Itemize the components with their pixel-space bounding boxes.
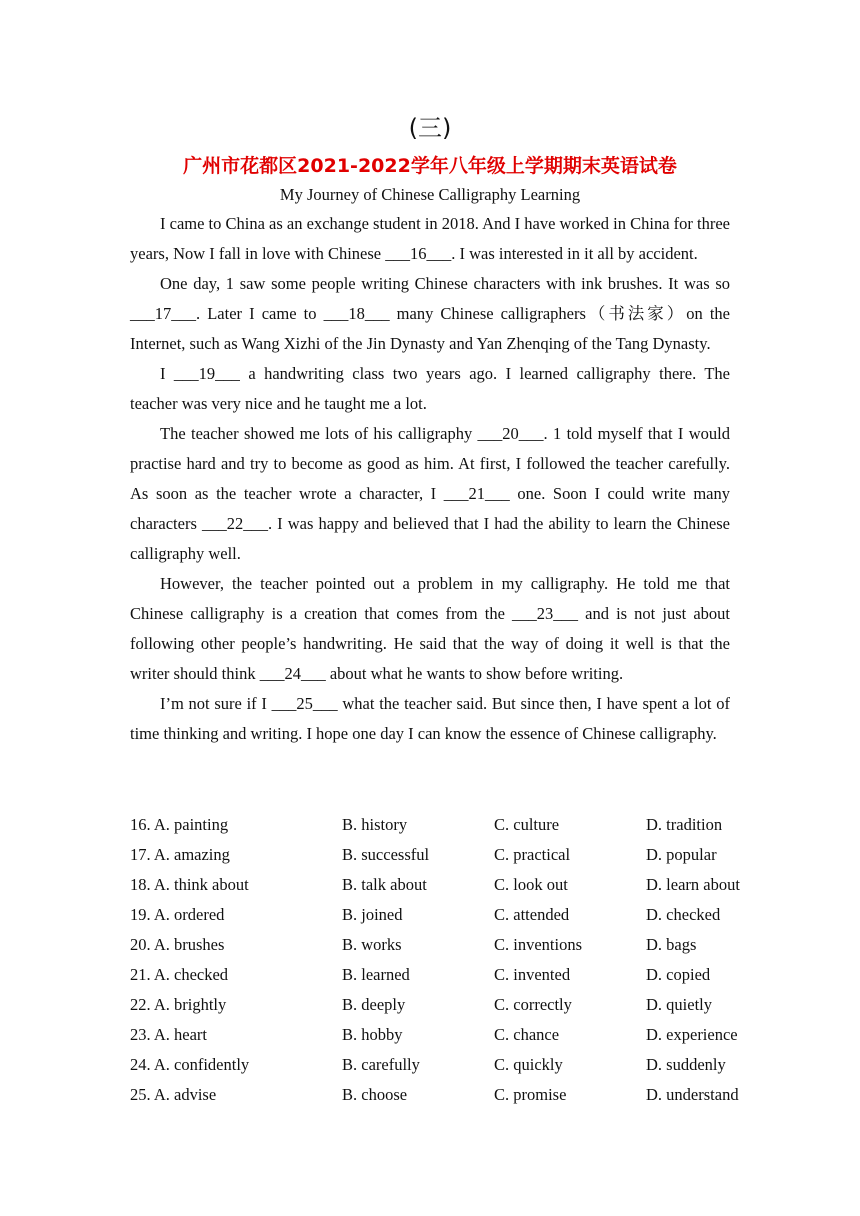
option-c: C. invented bbox=[494, 965, 571, 984]
paragraph: However, the teacher pointed out a problem in my calligraphy. He told me that Chinese calligraphy is a creation that comes from the ___23___ and is not just about following other people’s handwriting. He said that the way of doing it well is that the writer should think ___24___ about what he wants to show before writing. bbox=[130, 574, 730, 683]
option-a: 18. A. think about bbox=[130, 875, 249, 894]
option-b: B. carefully bbox=[342, 1055, 420, 1074]
question-row bbox=[130, 1050, 770, 1080]
option-c: C. practical bbox=[494, 845, 571, 864]
option-b: B. successful bbox=[342, 845, 430, 864]
option-a: 17. A. amazing bbox=[130, 845, 230, 864]
question-row bbox=[130, 900, 770, 930]
passage-title: My Journey of Chinese Calligraphy Learning bbox=[279, 185, 581, 204]
question-row bbox=[130, 1020, 770, 1050]
option-d: D. learn about bbox=[646, 875, 740, 894]
question-row bbox=[130, 930, 770, 960]
option-d: D. understand bbox=[646, 1085, 739, 1104]
option-c: C. promise bbox=[494, 1085, 567, 1104]
option-d: D. checked bbox=[646, 905, 721, 924]
paragraph: I ___19___ a handwriting class two years ago. I learned calligraphy there. The teacher was very nice and he taught me a lot. bbox=[130, 364, 730, 413]
option-b: B. hobby bbox=[342, 1025, 403, 1044]
paragraph: I’m not sure if I ___25___ what the teacher said. But since then, I have spent a lot of time thinking and writing. I hope one day I can know the essence of Chinese calligraphy. bbox=[130, 694, 730, 743]
option-b: B. deeply bbox=[342, 995, 406, 1014]
question-row bbox=[130, 870, 770, 900]
option-a: 16. A. painting bbox=[130, 815, 229, 834]
option-d: D. bags bbox=[646, 935, 697, 954]
option-c: C. quickly bbox=[494, 1055, 563, 1074]
question-row bbox=[130, 810, 770, 840]
option-d: D. copied bbox=[646, 965, 711, 984]
option-c: C. culture bbox=[494, 815, 560, 834]
option-a: 21. A. checked bbox=[130, 965, 229, 984]
question-row bbox=[130, 960, 770, 990]
question-row bbox=[130, 990, 770, 1020]
option-d: D. experience bbox=[646, 1025, 738, 1044]
option-c: C. look out bbox=[494, 875, 568, 894]
paragraph: The teacher showed me lots of his calligraphy ___20___. 1 told myself that I would practise hard and try to become as good as him. At first, I followed the teacher carefully. As soon as the teacher wrote a character, I ___21___ one. Soon I could write many characters ___22___. I was happy and believed that I had the ability to learn the Chinese calligraphy well. bbox=[130, 424, 730, 563]
option-b: B. history bbox=[342, 815, 408, 834]
question-row bbox=[130, 840, 770, 870]
answer-options bbox=[130, 810, 770, 1110]
option-d: D. popular bbox=[646, 845, 717, 864]
option-a: 24. A. confidently bbox=[130, 1055, 250, 1074]
passage-body bbox=[130, 209, 730, 749]
option-b: B. learned bbox=[342, 965, 410, 984]
option-b: B. joined bbox=[342, 905, 403, 924]
option-d: D. quietly bbox=[646, 995, 712, 1014]
option-d: D. suddenly bbox=[646, 1055, 726, 1074]
exam-title: 广州市花都区2021-2022学年八年级上学期期末英语试卷 bbox=[183, 155, 677, 177]
option-b: B. choose bbox=[342, 1085, 408, 1104]
question-row bbox=[130, 1080, 770, 1110]
option-a: 25. A. advise bbox=[130, 1085, 217, 1104]
option-a: 23. A. heart bbox=[130, 1025, 207, 1044]
paragraph: I came to China as an exchange student in 2018. And I have worked in China for three years, Now I fall in love with Chinese ___16___. I was interested in it all by accident. bbox=[130, 214, 730, 263]
paragraph: One day, 1 saw some people writing Chinese characters with ink brushes. It was so ___17___. Later I came to ___18___ many Chinese calligraphers（书法家）on the Internet, such as Wang Xizhi of the Jin Dynasty and Yan Zhenqing of the Tang Dynasty. bbox=[130, 274, 730, 353]
option-c: C. chance bbox=[494, 1025, 560, 1044]
option-c: C. inventions bbox=[494, 935, 583, 954]
option-d: D. tradition bbox=[646, 815, 723, 834]
option-c: C. attended bbox=[494, 905, 570, 924]
option-b: B. talk about bbox=[342, 875, 427, 894]
option-b: B. works bbox=[342, 935, 402, 954]
option-a: 19. A. ordered bbox=[130, 905, 225, 924]
option-c: C. correctly bbox=[494, 995, 572, 1014]
section-number: (三) bbox=[408, 114, 452, 142]
option-a: 22. A. brightly bbox=[130, 995, 227, 1014]
option-a: 20. A. brushes bbox=[130, 935, 225, 954]
